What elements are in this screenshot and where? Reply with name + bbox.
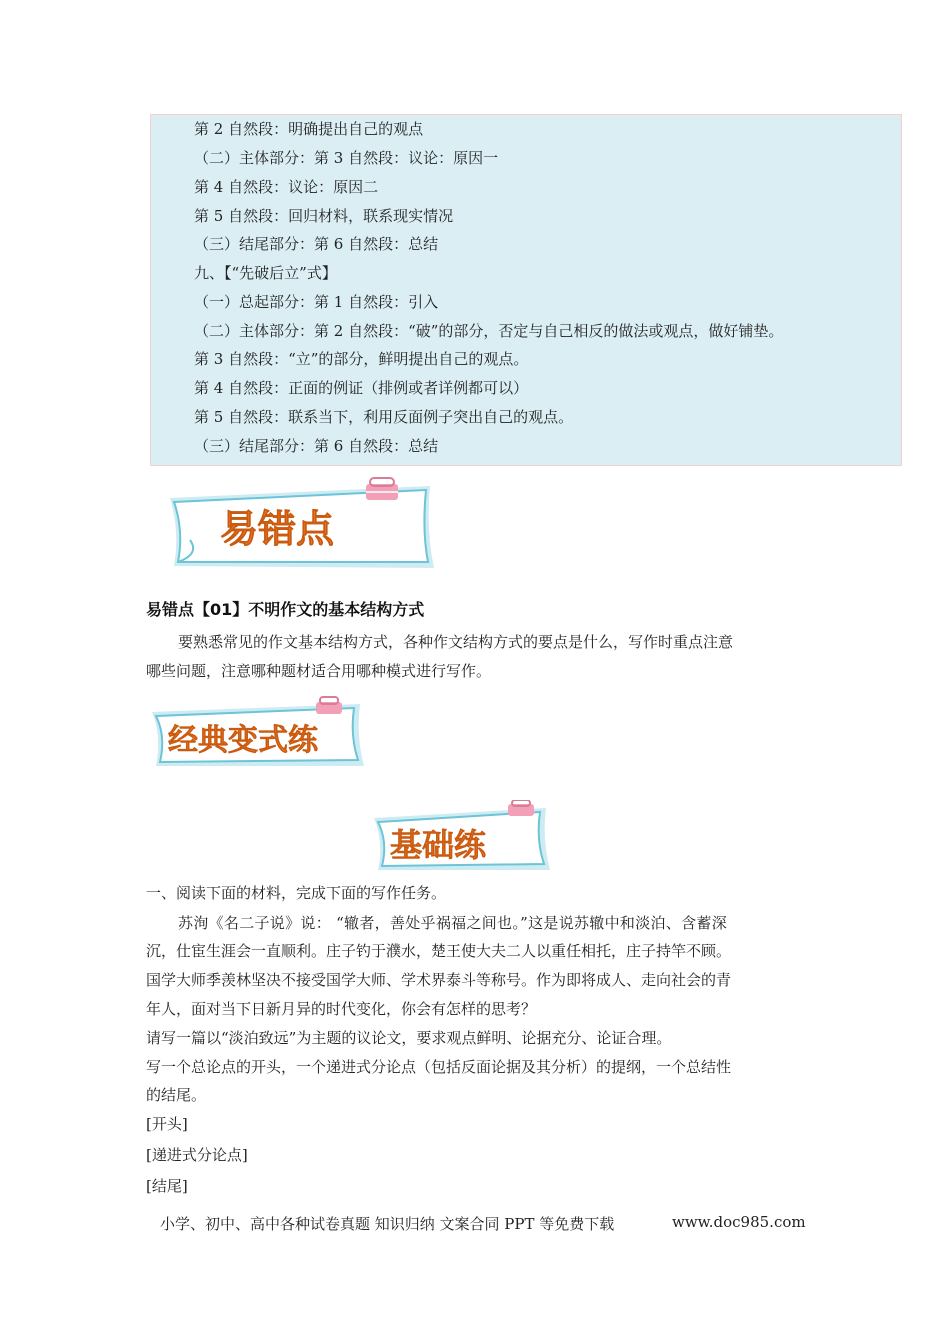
material-line: 国学大师季羡林坚决不接受国学大师、学术界泰斗等称号。作为即将成人、走向社会的青	[146, 971, 732, 989]
structure-line: （二）主体部分：第 2 自然段：“破”的部分，否定与自己相反的做法或观点，做好铺垫。	[194, 322, 784, 340]
structure-line: 第 3 自然段：“立”的部分，鲜明提出自己的观点。	[194, 350, 529, 368]
structure-line: 第 5 自然段：联系当下，利用反面例子突出自己的观点。	[194, 408, 574, 426]
binder-clip-icon	[316, 697, 342, 714]
footer-text: 小学、初中、高中各种试卷真题 知识归纳 文案合同 PPT 等免费下载	[160, 1215, 615, 1233]
error-point-heading: 易错点【01】不明作文的基本结构方式	[146, 600, 425, 619]
structure-line: 第 2 自然段：明确提出自己的观点	[194, 120, 424, 138]
error-points-banner	[160, 476, 445, 576]
banner-title: 易错点	[220, 507, 335, 551]
error-point-paragraph-line: 哪些问题，注意哪种题材适合用哪种模式进行写作。	[146, 662, 492, 680]
structure-line: 九、【“先破后立”式】	[194, 264, 337, 282]
banner-title: 基础练	[390, 826, 487, 864]
binder-clip-icon	[508, 800, 534, 816]
requirement-line: 的结尾。	[146, 1086, 207, 1104]
structure-line: （三）结尾部分：第 6 自然段：总结	[194, 235, 439, 253]
binder-clip-icon	[366, 478, 398, 500]
error-point-paragraph-line: 要熟悉常见的作文基本结构方式，各种作文结构方式的要点是什么，写作时重点注意	[178, 633, 734, 651]
material-line: 苏洵《名二子说》说： “辙者，善处乎祸福之间也。”这是说苏辙中和淡泊、含蓄深	[178, 914, 728, 932]
task-line: 请写一篇以“淡泊致远”为主题的议论文，要求观点鲜明、论据充分、论证合理。	[146, 1029, 672, 1047]
exercise-intro: 一、阅读下面的材料，完成下面的写作任务。	[146, 884, 447, 902]
label-opening: [开头]	[146, 1115, 188, 1133]
label-ending: [结尾]	[146, 1177, 188, 1195]
classic-practice-banner	[146, 696, 371, 772]
material-line: 年人，面对当下日新月异的时代变化，你会有怎样的思考？	[146, 1000, 537, 1018]
footer-url[interactable]: www.doc985.com	[672, 1213, 806, 1231]
label-progressive-point: [递进式分论点]	[146, 1146, 248, 1164]
structure-line: （一）总起部分：第 1 自然段：引入	[194, 293, 439, 311]
structure-line: （三）结尾部分：第 6 自然段：总结	[194, 437, 439, 455]
requirement-line: 写一个总论点的开头，一个递进式分论点（包括反面论据及其分析）的提纲，一个总结性	[146, 1058, 732, 1076]
structure-line: 第 4 自然段：议论：原因二	[194, 178, 379, 196]
basic-practice-banner	[368, 800, 558, 874]
structure-line: 第 5 自然段：回归材料，联系现实情况	[194, 207, 454, 225]
material-line: 沉，仕宦生涯会一直顺利。庄子钓于濮水，楚王使大夫二人以重任相托，庄子持竿不顾。	[146, 942, 732, 960]
structure-line: （二）主体部分：第 3 自然段：议论：原因一	[194, 149, 499, 167]
banner-title: 经典变式练	[168, 723, 318, 758]
structure-line: 第 4 自然段：正面的例证（排例或者详例都可以）	[194, 379, 529, 397]
